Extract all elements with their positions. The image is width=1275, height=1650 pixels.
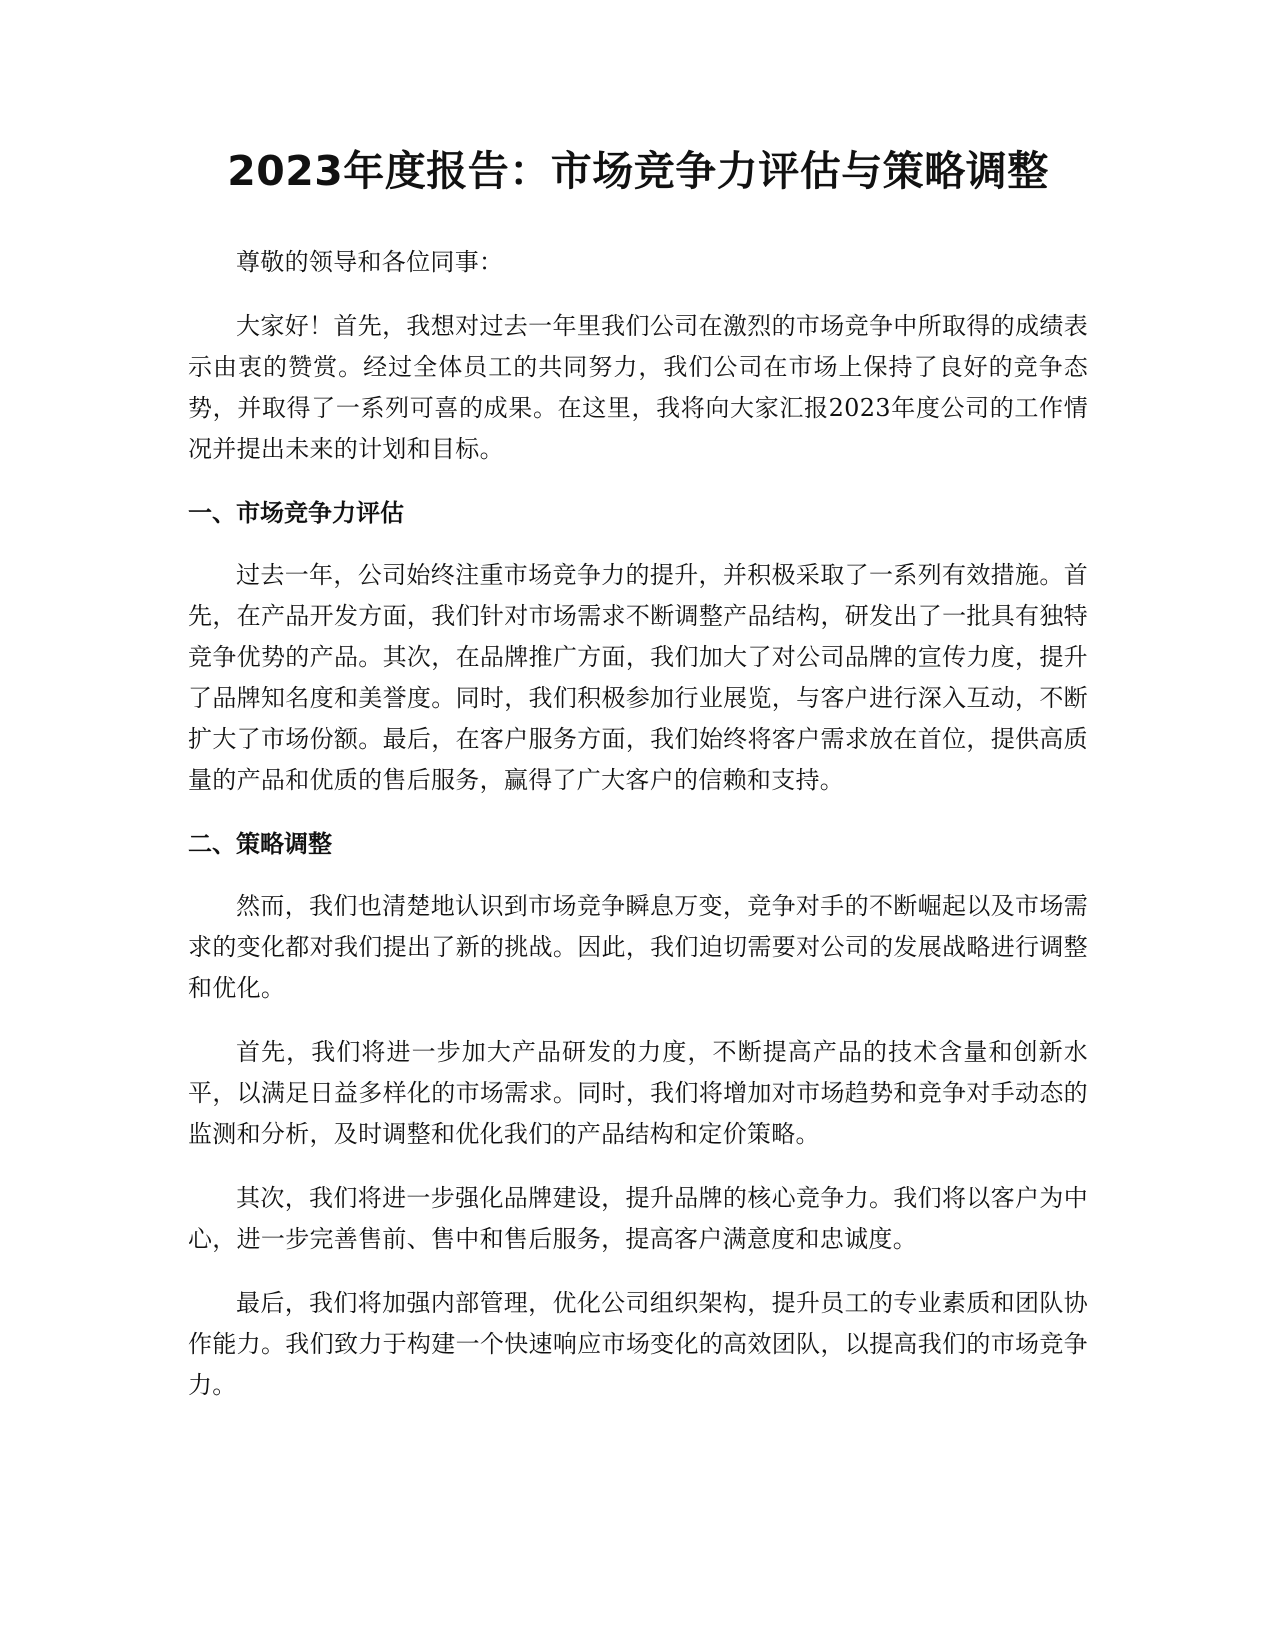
intro-paragraph: 大家好！首先，我想对过去一年里我们公司在激烈的市场竞争中所取得的成绩表示由衷的赞赏。经过全体员工的共同努力，我们公司在市场上保持了良好的竞争态势，并取得了一系列可喜的成果。在这里，我将向大家汇报2023年度公司的工作情况并提出未来的计划和目标。 (188, 312, 1088, 463)
section-heading-competitiveness: 一、市场竞争力评估 (188, 499, 404, 527)
strategy-paragraph-brand: 其次，我们将进一步强化品牌建设，提升品牌的核心竞争力。我们将以客户为中心，进一步完善售前、售中和售后服务，提高客户满意度和忠诚度。 (188, 1184, 1088, 1253)
document-body (188, 138, 1088, 1429)
section-heading-strategy: 二、策略调整 (188, 830, 332, 858)
competitiveness-paragraph: 过去一年，公司始终注重市场竞争力的提升，并积极采取了一系列有效措施。首先，在产品开发方面，我们针对市场需求不断调整产品结构，研发出了一批具有独特竞争优势的产品。其次，在品牌推广方面，我们加大了对公司品牌的宣传力度，提升了品牌知名度和美誉度。同时，我们积极参加行业展览，与客户进行深入互动，不断扩大了市场份额。最后，在客户服务方面，我们始终将客户需求放在首位，提供高质量的产品和优质的售后服务，赢得了广大客户的信赖和支持。 (188, 561, 1088, 794)
document-title: 2023年度报告：市场竞争力评估与策略调整 (227, 147, 1049, 195)
salutation: 尊敬的领导和各位同事： (236, 248, 504, 276)
strategy-paragraph-challenges: 然而，我们也清楚地认识到市场竞争瞬息万变，竞争对手的不断崛起以及市场需求的变化都对我们提出了新的挑战。因此，我们迫切需要对公司的发展战略进行调整和优化。 (188, 892, 1088, 1002)
strategy-paragraph-rd: 首先，我们将进一步加大产品研发的力度，不断提高产品的技术含量和创新水平，以满足日益多样化的市场需求。同时，我们将增加对市场趋势和竞争对手动态的监测和分析，及时调整和优化我们的产品结构和定价策略。 (188, 1038, 1088, 1148)
strategy-paragraph-management: 最后，我们将加强内部管理，优化公司组织架构，提升员工的专业素质和团队协作能力。我们致力于构建一个快速响应市场变化的高效团队，以提高我们的市场竞争力。 (188, 1289, 1088, 1399)
